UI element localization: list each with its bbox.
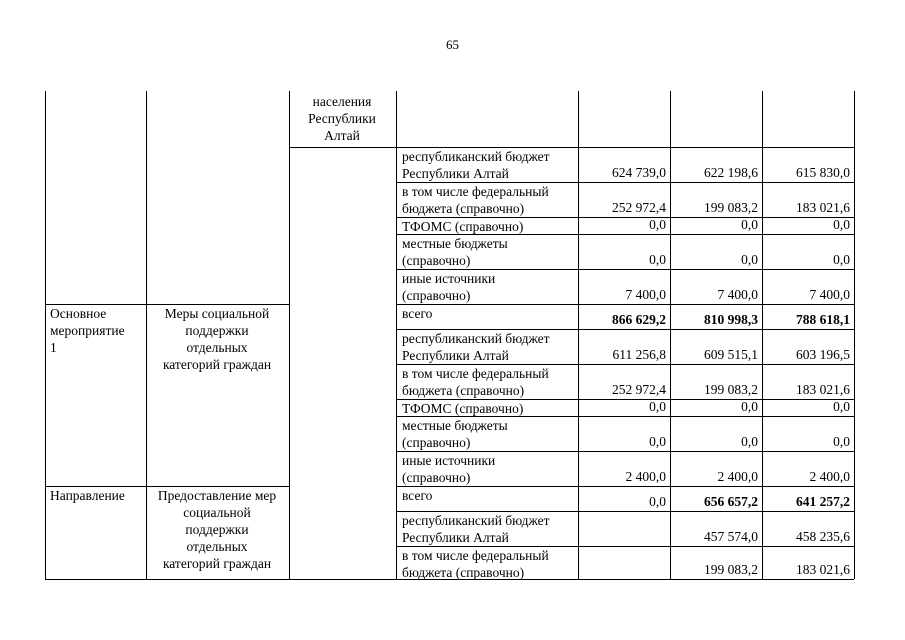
source-label [402, 365, 578, 399]
col3-cell-border [289, 147, 396, 148]
page-number: 65 [446, 37, 459, 52]
source-label [402, 218, 578, 235]
col3-right-border [396, 91, 397, 579]
source-label [402, 305, 578, 322]
text-line: отдельных [186, 539, 248, 554]
cell-text [146, 487, 288, 572]
value-cell: 458 235,6 [796, 529, 850, 544]
value-cell: 199 083,2 [704, 562, 758, 577]
text-line: Республики Алтай [402, 166, 509, 181]
text-line: населения [312, 94, 372, 109]
value-cell: 866 629,2 [612, 312, 666, 327]
text-line: Республики Алтай [402, 348, 509, 363]
source-label [402, 547, 578, 581]
text-line: бюджета (справочно) [402, 383, 525, 398]
text-line: в том числе федеральный [402, 548, 549, 563]
value-cell: 7 400,0 [717, 287, 758, 302]
value-cell: 2 400,0 [625, 469, 666, 484]
value-cell: 0,0 [649, 217, 666, 232]
text-line: ТФОМС (справочно) [402, 219, 524, 234]
text-line: мероприятие [50, 323, 125, 338]
value-cell: 0,0 [833, 217, 850, 232]
source-label [402, 512, 578, 546]
value-cell: 0,0 [649, 494, 666, 509]
source-label [402, 330, 578, 364]
source-label [402, 183, 578, 217]
text-line: республиканский бюджет [402, 149, 550, 164]
text-line: социальной [183, 505, 251, 520]
value-cell: 199 083,2 [704, 200, 758, 215]
cell-text [48, 305, 144, 356]
text-line: ТФОМС (справочно) [402, 401, 524, 416]
value-cell: 252 972,4 [612, 382, 666, 397]
value-cell: 0,0 [741, 217, 758, 232]
source-label [402, 417, 578, 451]
text-line: республиканский бюджет [402, 331, 550, 346]
value-cell: 0,0 [649, 252, 666, 267]
value-cell: 622 198,6 [704, 165, 758, 180]
value-cell: 183 021,6 [796, 562, 850, 577]
source-label [402, 148, 578, 182]
text-line: всего [402, 306, 433, 321]
cell-text [48, 487, 144, 504]
text-line: местные бюджеты [402, 236, 508, 251]
table-bottom-border [289, 579, 396, 580]
value-cell: 0,0 [741, 434, 758, 449]
text-line: Предоставление мер [157, 488, 277, 503]
text-line: категорий граждан [162, 357, 272, 372]
value-cell: 252 972,4 [612, 200, 666, 215]
text-line: республиканский бюджет [402, 513, 550, 528]
text-line: местные бюджеты [402, 418, 508, 433]
value-cell: 199 083,2 [704, 382, 758, 397]
value-cell: 609 515,1 [704, 347, 758, 362]
value-cell: 0,0 [741, 399, 758, 414]
text-line: Основное [50, 306, 107, 321]
value-cell: 183 021,6 [796, 382, 850, 397]
value-cell: 603 196,5 [796, 347, 850, 362]
value-cell: 611 256,8 [612, 347, 666, 362]
value-cell: 0,0 [833, 399, 850, 414]
value-cell: 656 657,2 [704, 494, 758, 509]
value-cell: 457 574,0 [704, 529, 758, 544]
value-cell: 641 257,2 [796, 494, 850, 509]
value-cell: 0,0 [649, 399, 666, 414]
text-line: поддержки [185, 522, 249, 537]
text-line: (справочно) [402, 435, 471, 450]
value-cell: 0,0 [833, 434, 850, 449]
source-label [402, 487, 578, 504]
text-line: Республики Алтай [402, 530, 509, 545]
text-line: Меры социальной [164, 306, 270, 321]
text-line: поддержки [185, 323, 249, 338]
value-cell: 2 400,0 [717, 469, 758, 484]
cell-text [146, 305, 288, 373]
value-cell: 7 400,0 [809, 287, 850, 302]
col2-right-border [289, 91, 290, 579]
text-line: иные источники [402, 453, 496, 468]
text-line: всего [402, 488, 433, 503]
text-line: иные источники [402, 271, 496, 286]
source-label [402, 270, 578, 304]
value-cell: 0,0 [741, 252, 758, 267]
text-line: в том числе федеральный [402, 366, 549, 381]
cell-text [290, 93, 394, 144]
text-line: в том числе федеральный [402, 184, 549, 199]
table-bottom-border [45, 579, 289, 580]
text-line: бюджета (справочно) [402, 201, 525, 216]
value-cell: 810 998,3 [704, 312, 758, 327]
value-cell: 183 021,6 [796, 200, 850, 215]
text-line: Направление [50, 488, 125, 503]
text-line: отдельных [186, 340, 248, 355]
source-label [402, 235, 578, 269]
value-cell: 624 739,0 [612, 165, 666, 180]
text-line: (справочно) [402, 288, 471, 303]
value-cell: 788 618,1 [796, 312, 850, 327]
value-cell: 0,0 [833, 252, 850, 267]
text-line: Республики [308, 111, 376, 126]
value-cell: 0,0 [649, 434, 666, 449]
value-cell: 2 400,0 [809, 469, 850, 484]
text-line: бюджета (справочно) [402, 565, 525, 580]
source-label [402, 452, 578, 486]
text-line: (справочно) [402, 470, 471, 485]
value-cell: 615 830,0 [796, 165, 850, 180]
text-line: категорий граждан [162, 556, 272, 571]
col1-left-border [45, 91, 46, 579]
text-line: 1 [50, 340, 57, 355]
value-cell: 7 400,0 [625, 287, 666, 302]
text-line: (справочно) [402, 253, 471, 268]
num3-right-border [854, 91, 855, 579]
text-line: Алтай [324, 128, 360, 143]
source-label [402, 400, 578, 417]
